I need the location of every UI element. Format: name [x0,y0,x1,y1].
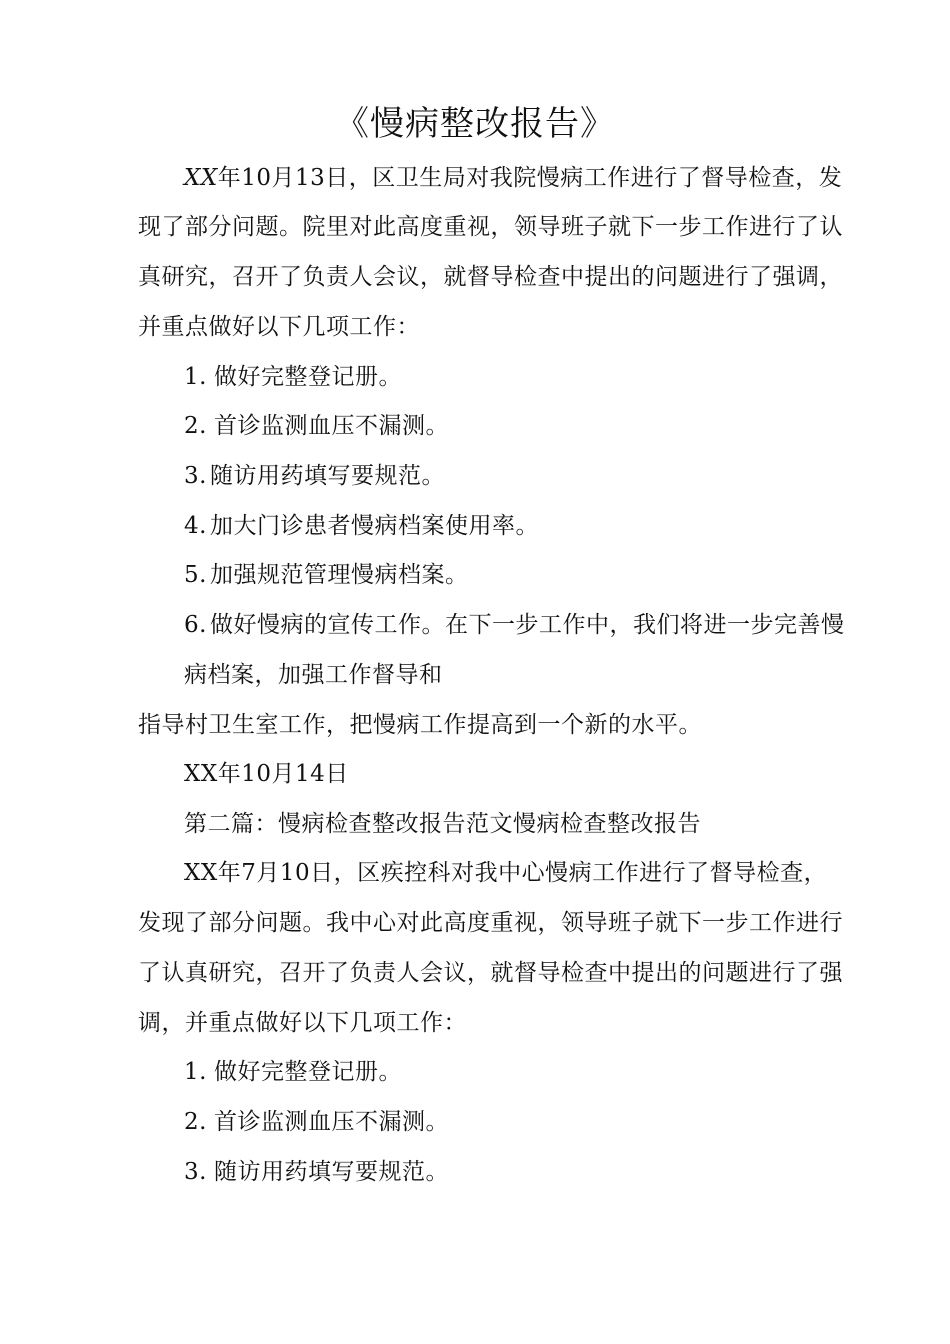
document-title: 《慢病整改报告》 [335,104,615,144]
list-item: 6. 做好慢病的宣传工作。在下一步工作中，我们将进一步完善慢 [184,612,845,638]
paragraph-line: XX年7月10日，区疾控科对我中心慢病工作进行了督导检查， [184,860,828,886]
list-item: 1. 做好完整登记册。 [184,1059,402,1085]
list-item-continuation: 病档案，加强工作督导和 [184,662,443,688]
list-item: 1. 做好完整登记册。 [184,364,402,390]
list-item: 4. 加大门诊患者慢病档案使用率。 [184,513,539,539]
paragraph-line [184,162,843,194]
paragraph-line: 并重点做好以下几项工作： [138,314,420,340]
date-prefix: XX [184,165,218,191]
list-item: 3. 随访用药填写要规范。 [184,463,445,489]
list-item: 3. 随访用药填写要规范。 [184,1159,449,1185]
section-heading: 第二篇：慢病检查整改报告范文慢病检查整改报告 [184,811,701,837]
list-item: 2. 首诊监测血压不漏测。 [184,413,449,439]
paragraph-line: 调，并重点做好以下几项工作： [138,1010,467,1036]
date-line: XX年10月14日 [184,761,349,787]
paragraph-line: 现了部分问题。院里对此高度重视，领导班子就下一步工作进行了认 [138,214,843,240]
paragraph-line: 了认真研究，召开了负责人会议，就督导检查中提出的问题进行了强 [138,960,843,986]
list-item: 2. 首诊监测血压不漏测。 [184,1109,449,1135]
closing-line: 指导村卫生室工作，把慢病工作提高到一个新的水平。 [138,712,702,738]
paragraph-text: 年10月13日，区卫生局对我院慢病工作进行了督导检查，发 [217,165,843,191]
list-item: 5. 加强规范管理慢病档案。 [184,562,469,588]
paragraph-line: 发现了部分问题。我中心对此高度重视，领导班子就下一步工作进行 [138,910,843,936]
paragraph-line: 真研究，召开了负责人会议，就督导检查中提出的问题进行了强调， [138,264,843,290]
